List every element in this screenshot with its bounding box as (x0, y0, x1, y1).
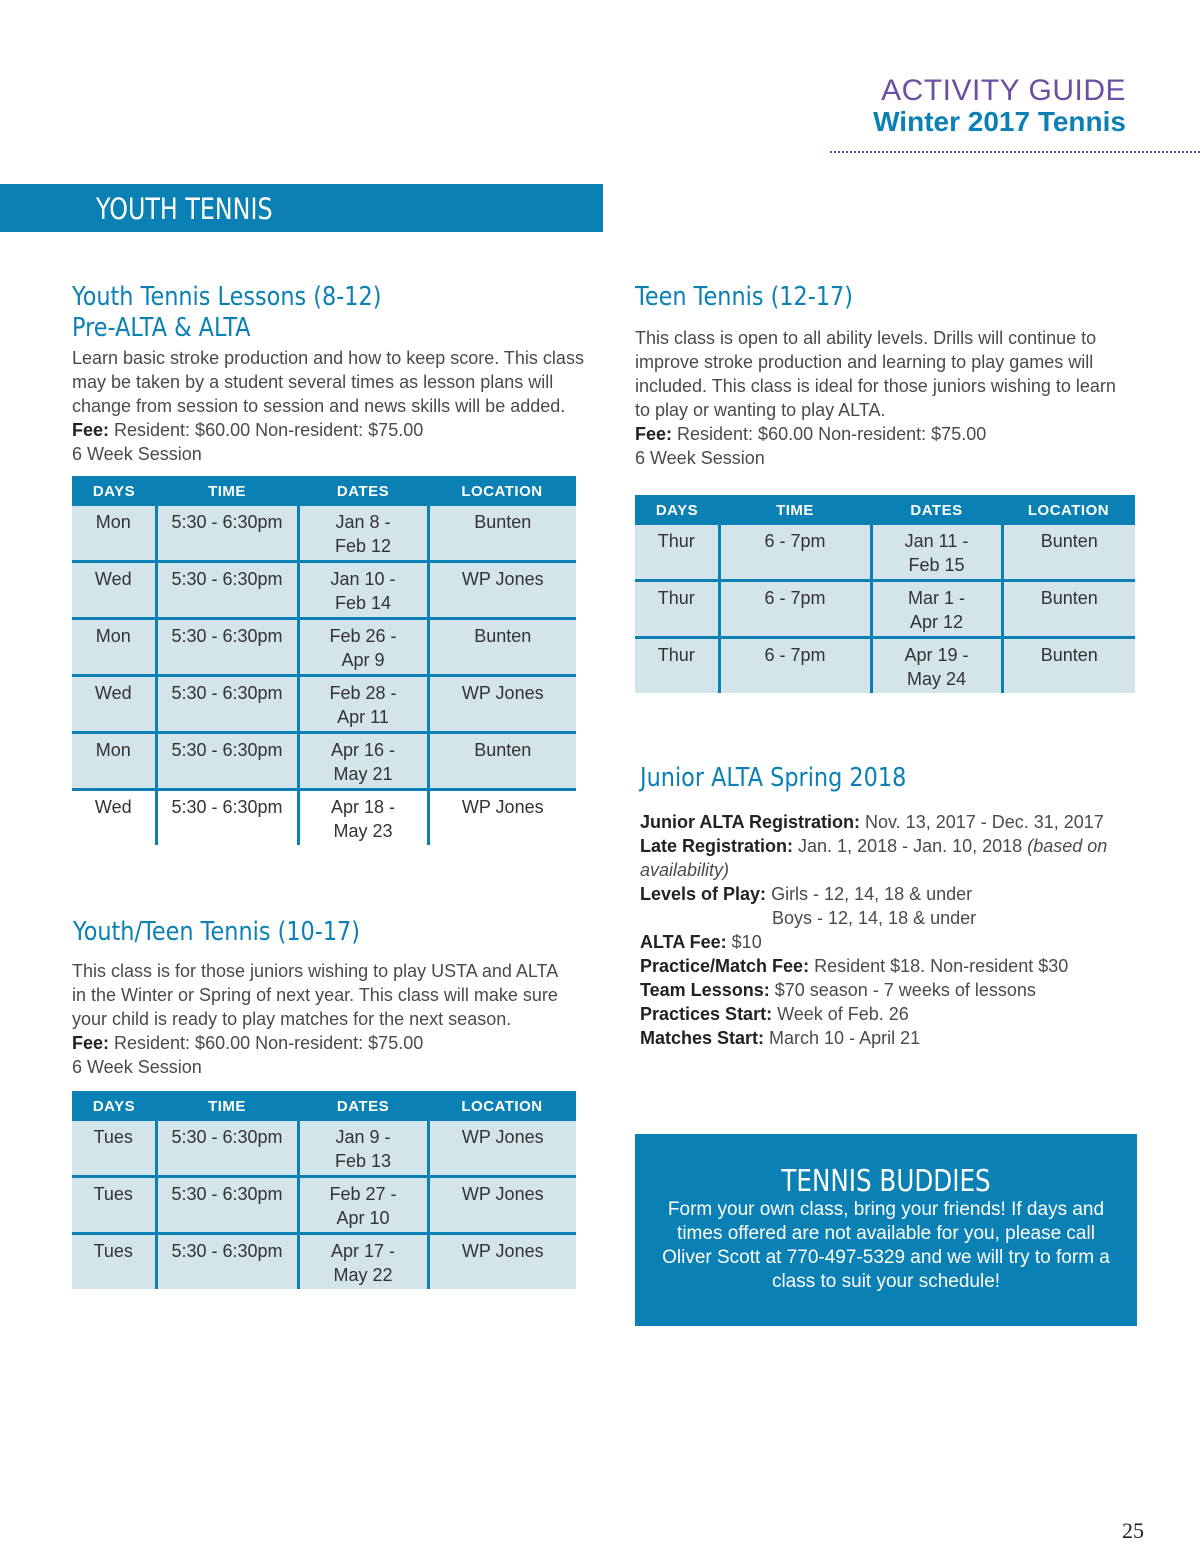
table-row (72, 733, 576, 790)
cell-dates: Feb 28 - Apr 11 (298, 676, 428, 733)
col-days: DAYS (635, 495, 719, 525)
table-row (72, 506, 576, 562)
cell-day: Thur (635, 581, 719, 638)
youth-teen-fee: Fee: Resident: $60.00 Non-resident: $75.00 (72, 1033, 424, 1053)
junior-alta-title: Junior ALTA Spring 2018 (640, 763, 907, 793)
junior-alta-details (640, 810, 1110, 1050)
cell-dates: Jan 9 - Feb 13 (298, 1121, 428, 1177)
header-divider (830, 151, 1200, 153)
youth-lessons-schedule (72, 476, 576, 845)
cell-dates: Feb 27 - Apr 10 (298, 1177, 428, 1234)
cell-day: Wed (72, 790, 156, 846)
cell-time: 5:30 - 6:30pm (156, 562, 298, 619)
cell-location: Bunten (1002, 525, 1135, 581)
col-location: LOCATION (1002, 495, 1135, 525)
cell-day: Wed (72, 676, 156, 733)
cell-day: Mon (72, 619, 156, 676)
cell-time: 5:30 - 6:30pm (156, 619, 298, 676)
table-row (72, 1121, 576, 1177)
junior-alta-late-registration: Late Registration: Jan. 1, 2018 - Jan. 10, 2018 (based on availability) (640, 836, 1108, 880)
cell-dates: Feb 26 - Apr 9 (298, 619, 428, 676)
col-dates: DATES (298, 476, 428, 506)
page-number: 25 (1122, 1518, 1144, 1543)
junior-alta-team-lessons: Team Lessons: $70 season - 7 weeks of lessons (640, 980, 1036, 1000)
cell-location: Bunten (1002, 581, 1135, 638)
cell-dates: Jan 10 - Feb 14 (298, 562, 428, 619)
cell-dates: Apr 19 - May 24 (871, 638, 1002, 694)
table-header-row (72, 1091, 576, 1121)
teen-session: 6 Week Session (635, 448, 765, 468)
cell-location: WP Jones (428, 1121, 576, 1177)
cell-location: WP Jones (428, 1234, 576, 1290)
junior-alta-registration: Junior ALTA Registration: Nov. 13, 2017 - Dec. 31, 2017 (640, 812, 1104, 832)
junior-alta-practice-fee: Practice/Match Fee: Resident $18. Non-resident $30 (640, 956, 1069, 976)
col-dates: DATES (871, 495, 1002, 525)
cell-day: Mon (72, 506, 156, 562)
cell-dates: Mar 1 - Apr 12 (871, 581, 1002, 638)
table-row (72, 1234, 576, 1290)
teen-title: Teen Tennis (12-17) (635, 282, 854, 312)
table-row (635, 581, 1135, 638)
cell-time: 5:30 - 6:30pm (156, 676, 298, 733)
cell-day: Thur (635, 638, 719, 694)
col-time: TIME (156, 1091, 298, 1121)
cell-dates: Jan 8 - Feb 12 (298, 506, 428, 562)
table-row (72, 562, 576, 619)
table-header-row (635, 495, 1135, 525)
youth-teen-session: 6 Week Session (72, 1057, 202, 1077)
tennis-buddies-text: Form your own class, bring your friends! If days and times offered are not available for you, please call Oliver Scott at 770-497-5329 and we will try to form a class to suit your schedule! (662, 1199, 1110, 1292)
table-row (635, 525, 1135, 581)
youth-lessons-session: 6 Week Session (72, 444, 202, 464)
youth-lessons-subtitle: Pre-ALTA & ALTA (72, 313, 251, 343)
tennis-buddies-title: TENNIS BUDDIES (781, 1164, 991, 1199)
cell-time: 6 - 7pm (719, 638, 871, 694)
cell-location: Bunten (428, 506, 576, 562)
guide-title: Winter 2017 Tennis (873, 106, 1126, 137)
col-days: DAYS (72, 476, 156, 506)
cell-time: 5:30 - 6:30pm (156, 1177, 298, 1234)
youth-teen-title: Youth/Teen Tennis (10-17) (73, 917, 361, 947)
col-location: LOCATION (428, 476, 576, 506)
cell-time: 6 - 7pm (719, 525, 871, 581)
cell-time: 5:30 - 6:30pm (156, 733, 298, 790)
youth-teen-schedule (72, 1091, 576, 1289)
cell-time: 6 - 7pm (719, 581, 871, 638)
cell-location: WP Jones (428, 562, 576, 619)
cell-dates: Jan 11 - Feb 15 (871, 525, 1002, 581)
table-row (72, 676, 576, 733)
col-time: TIME (156, 476, 298, 506)
youth-teen-description: This class is for those juniors wishing to play USTA and ALTA in the Winter or Spring of next year. This class will make sure your child is ready to play matches for the next season. Fee: Resident: $60.00 Non-resident: $75.00 6 Week Session (72, 959, 562, 1079)
cell-dates: Apr 17 - May 22 (298, 1234, 428, 1290)
col-dates: DATES (298, 1091, 428, 1121)
table-row (72, 790, 576, 846)
section-banner (0, 184, 603, 232)
cell-day: Tues (72, 1121, 156, 1177)
cell-dates: Apr 16 - May 21 (298, 733, 428, 790)
cell-day: Thur (635, 525, 719, 581)
youth-lessons-description: Learn basic stroke production and how to keep score. This class may be taken by a student several times as lesson plans will change from session to session and news skills will be added. Fee: Resident: $60.00 Non-resident: $75.00 6 Week Session (72, 346, 587, 466)
guide-kicker: ACTIVITY GUIDE (881, 74, 1126, 107)
table-header-row (72, 476, 576, 506)
cell-day: Tues (72, 1234, 156, 1290)
section-banner-label: YOUTH TENNIS (96, 192, 273, 226)
youth-lessons-title: Youth Tennis Lessons (8-12) (72, 282, 382, 312)
youth-lessons-fee: Fee: Resident: $60.00 Non-resident: $75.00 (72, 420, 424, 440)
cell-location: Bunten (428, 619, 576, 676)
col-time: TIME (719, 495, 871, 525)
teen-fee: Fee: Resident: $60.00 Non-resident: $75.00 (635, 424, 987, 444)
table-row (72, 1177, 576, 1234)
col-location: LOCATION (428, 1091, 576, 1121)
cell-time: 5:30 - 6:30pm (156, 506, 298, 562)
junior-alta-fee: ALTA Fee: $10 (640, 932, 762, 952)
cell-location: WP Jones (428, 790, 576, 846)
junior-alta-levels-boys: Boys - 12, 14, 18 & under (772, 908, 977, 928)
cell-location: Bunten (428, 733, 576, 790)
cell-time: 5:30 - 6:30pm (156, 790, 298, 846)
junior-alta-practices-start: Practices Start: Week of Feb. 26 (640, 1004, 909, 1024)
cell-location: Bunten (1002, 638, 1135, 694)
table-row (635, 638, 1135, 694)
cell-day: Tues (72, 1177, 156, 1234)
table-row (72, 619, 576, 676)
cell-location: WP Jones (428, 1177, 576, 1234)
cell-day: Mon (72, 733, 156, 790)
cell-location: WP Jones (428, 676, 576, 733)
cell-day: Wed (72, 562, 156, 619)
col-days: DAYS (72, 1091, 156, 1121)
cell-time: 5:30 - 6:30pm (156, 1121, 298, 1177)
junior-alta-matches-start: Matches Start: March 10 - April 21 (640, 1028, 921, 1048)
junior-alta-levels: Levels of Play: Girls - 12, 14, 18 & under (640, 884, 973, 904)
teen-schedule (635, 495, 1135, 693)
cell-dates: Apr 18 - May 23 (298, 790, 428, 846)
cell-time: 5:30 - 6:30pm (156, 1234, 298, 1290)
teen-description: This class is open to all ability levels. Drills will continue to improve stroke production and learning to play games will included. This class is ideal for those juniors wishing to learn to play or wanting to play ALTA. Fee: Resident: $60.00 Non-resident: $75.00 6 Week Session (635, 326, 1130, 470)
tennis-buddies-box (635, 1134, 1137, 1326)
